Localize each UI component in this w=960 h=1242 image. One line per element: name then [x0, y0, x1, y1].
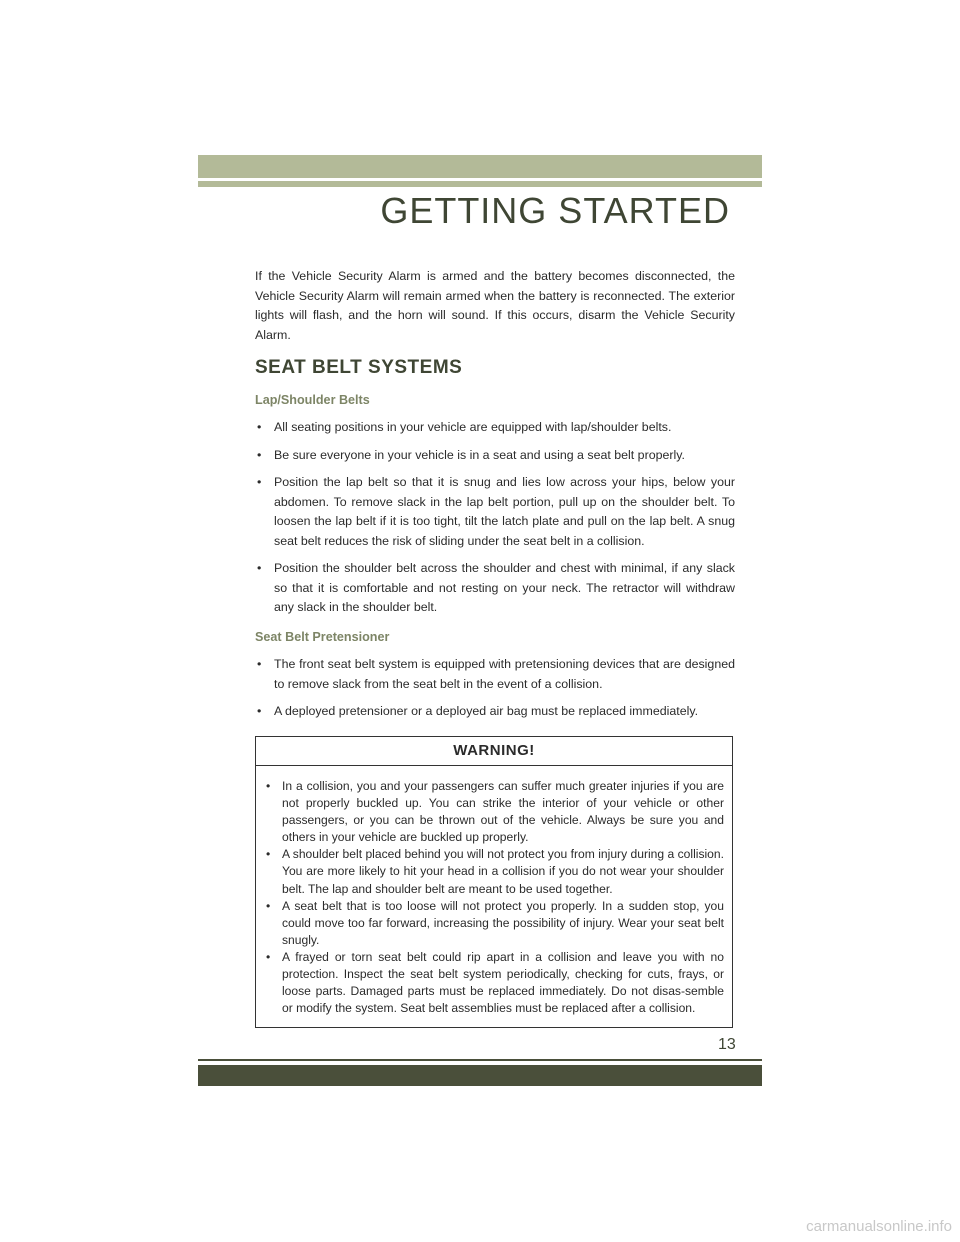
lap-shoulder-belts-heading: Lap/Shoulder Belts	[255, 392, 370, 407]
warning-title: WARNING!	[256, 737, 732, 767]
bullet-icon: •	[266, 949, 271, 964]
pretensioner-bullet-list	[255, 655, 735, 722]
intro-paragraph: If the Vehicle Security Alarm is armed and the battery becomes disconnected, the Vehicle Security Alarm will remain armed when the battery is reconnected. The exterior lights will flash, and the horn will sound. If this occurs, disarm the Vehicle Security Alarm.	[255, 269, 735, 342]
bullet-icon: •	[257, 704, 262, 718]
warning-list	[256, 766, 732, 1027]
bullet-icon: •	[257, 420, 262, 434]
list-item: • Be sure everyone in your vehicle is in a seat and using a seat belt properly.	[255, 446, 735, 466]
bullet-icon: •	[257, 475, 262, 489]
warning-item: • In a collision, you and your passengers can suffer much greater injuries if you are not properly buckled up. You can strike the interior of your vehicle or other passengers, or you can be thrown out of the vehicle. Always be sure you and others in your vehicle are buckled up properly.	[266, 779, 724, 845]
list-item: • Position the shoulder belt across the shoulder and chest with minimal, if any slack so that it is comfortable and not resting on your neck. The retractor will withdraw any slack in the shoulder belt.	[257, 561, 735, 614]
warning-box	[255, 736, 733, 1029]
bullet-icon: •	[266, 898, 271, 913]
seat-belt-systems-heading: SEAT BELT SYSTEMS	[255, 357, 463, 378]
list-item: • The front seat belt system is equipped with pretensioning devices that are designed to remove slack from the seat belt in the event of a collision.	[257, 657, 735, 691]
footer-stripe	[198, 1059, 762, 1061]
bullet-icon: •	[266, 847, 271, 862]
section-title: GETTING STARTED	[380, 190, 730, 231]
lap-shoulder-bullet-list	[255, 418, 735, 618]
footer-band	[198, 1065, 762, 1086]
list-item: • All seating positions in your vehicle are equipped with lap/shoulder belts.	[255, 418, 735, 438]
list-item: • Position the lap belt so that it is snug and lies low across your hips, below your abdomen. To remove slack in the lap belt portion, pull up on the shoulder belt. To loosen the lap belt if it is too tight, tilt the latch plate and pull on the lap belt. A snug seat belt reduces the risk of sliding under the seat belt in a collision.	[257, 475, 735, 548]
header-band	[198, 155, 762, 178]
page-number: 13	[718, 1036, 736, 1053]
warning-item: • A frayed or torn seat belt could rip apart in a collision and leave you with no protection. Inspect the seat belt system periodically, checking for cuts, frays, or loose parts. Damaged parts must be replaced immediately. Do not disas-semble or modify the system. Seat belt assemblies must be replaced after a collision.	[266, 949, 724, 1016]
bullet-icon: •	[257, 561, 262, 575]
list-item: • A deployed pretensioner or a deployed air bag must be replaced immediately.	[255, 702, 735, 722]
warning-item: • A shoulder belt placed behind you will not protect you from injury during a collision. You are more likely to hit your head in a collision if you do not wear your shoulder belt. The lap and shoulder belt are meant to be used together.	[266, 847, 724, 896]
header-stripe	[198, 181, 762, 187]
page-content	[255, 267, 735, 1028]
warning-item: • A seat belt that is too loose will not protect you properly. In a sudden stop, you could move too far forward, increasing the possibility of injury. Wear your seat belt snugly.	[266, 898, 724, 947]
bullet-icon: •	[266, 779, 271, 793]
watermark: carmanualsonline.info	[806, 1218, 952, 1235]
seat-belt-pretensioner-heading: Seat Belt Pretensioner	[255, 629, 390, 644]
bullet-icon: •	[257, 657, 262, 671]
bullet-icon: •	[257, 447, 262, 462]
